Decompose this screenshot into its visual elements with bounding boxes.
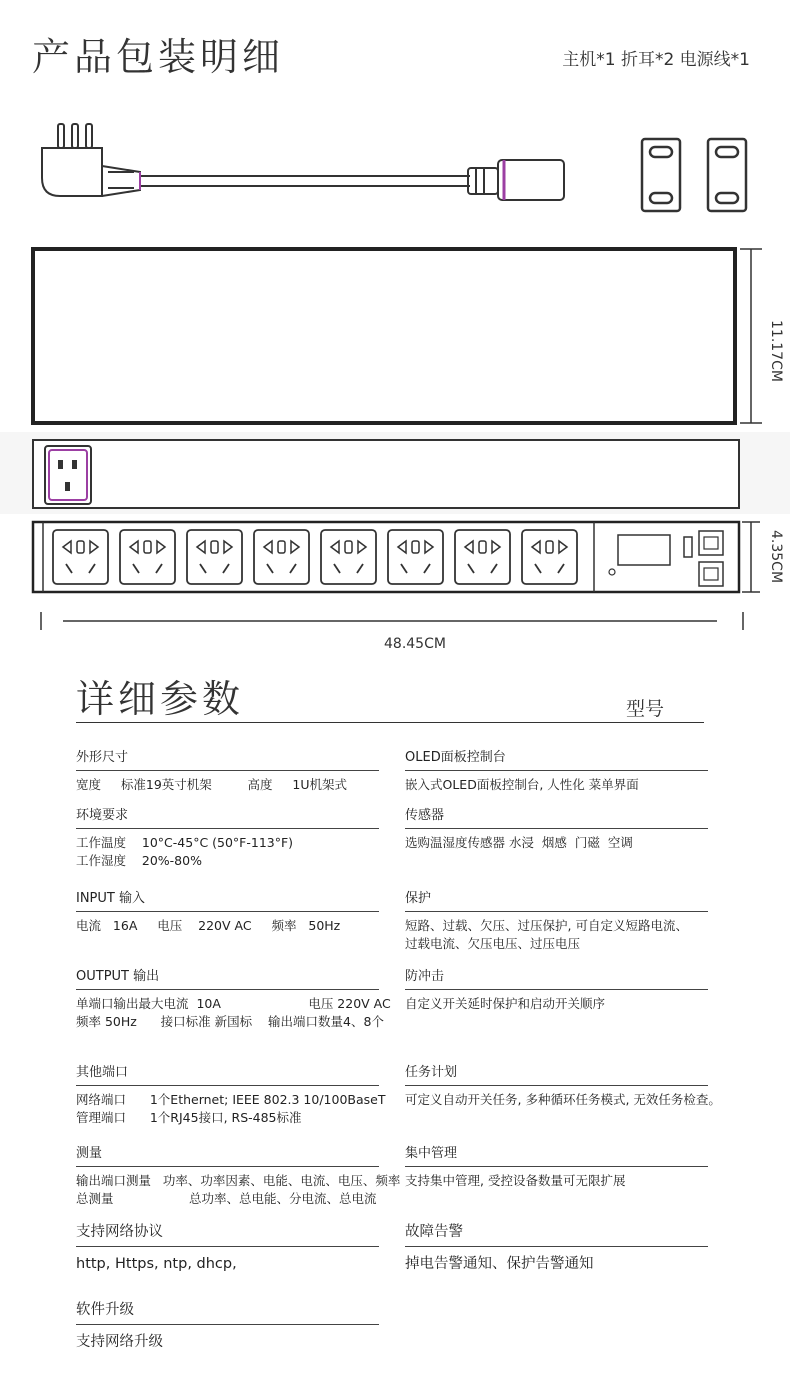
outlet-icon bbox=[53, 530, 108, 584]
model-label: 型号 bbox=[626, 698, 665, 720]
spec-section-header: 测量 bbox=[76, 1142, 379, 1167]
spec-section-header: 外形尺寸 bbox=[76, 746, 379, 771]
spec-section-header: 支持网络协议 bbox=[76, 1218, 379, 1247]
height-top-dimension: 11.17CM bbox=[768, 320, 784, 382]
spec-section-body: 输出端口测量 功率、功率因素、电能、电流、电压、频率 总测量 总功率、总电能、分电流、总电流 bbox=[76, 1173, 401, 1206]
spec-section-header: 保护 bbox=[405, 887, 708, 912]
spec-section-body: 支持网络升级 bbox=[76, 1334, 163, 1350]
spec-section-body: 可定义自动开关任务, 多种循环任务模式, 无效任务检查。 bbox=[405, 1092, 721, 1107]
rack-ear-icon bbox=[642, 139, 680, 211]
spec-section bbox=[76, 1142, 401, 1208]
spec-section-header: OUTPUT 输出 bbox=[76, 965, 379, 990]
width-dimension: 48.45CM bbox=[384, 636, 446, 652]
specs-title: 详细参数 bbox=[76, 677, 245, 721]
spec-section bbox=[405, 887, 708, 953]
spec-section-body: 电流 16A 电压 220V AC 频率 50Hz bbox=[76, 918, 341, 933]
spec-section-body: 选购温湿度传感器 水浸 烟感 门磁 空调 bbox=[405, 835, 633, 850]
outlet-icon bbox=[120, 530, 175, 584]
spec-section bbox=[76, 1218, 379, 1274]
spec-section bbox=[76, 965, 391, 1031]
spec-section-body: 自定义开关延时保护和启动开关顺序 bbox=[405, 996, 606, 1011]
spec-section bbox=[76, 746, 379, 794]
outlet-icon bbox=[321, 530, 376, 584]
spec-section bbox=[405, 1061, 721, 1109]
packaging-contents: 主机*1 折耳*2 电源线*1 bbox=[562, 50, 750, 70]
height-front-dimension: 4.35CM bbox=[768, 530, 784, 584]
power-cord-icon bbox=[42, 124, 564, 200]
spec-section-body: 工作温度 10°C-45°C (50°F-113°F) 工作湿度 20%-80% bbox=[76, 835, 294, 868]
spec-section-header: 其他端口 bbox=[76, 1061, 379, 1086]
spec-section bbox=[405, 1142, 708, 1190]
spec-section bbox=[76, 1296, 379, 1352]
outlet-icon bbox=[455, 530, 510, 584]
spec-section-header: 软件升级 bbox=[76, 1296, 379, 1325]
spec-section-body: 短路、过载、欠压、过压保护, 可自定义短路电流、 过载电流、欠压电压、过压电压 bbox=[405, 918, 688, 951]
spec-section bbox=[405, 965, 708, 1013]
spec-section-body: 网络端口 1个Ethernet; IEEE 802.3 10/100BaseT 管理端口 1个RJ45接口, RS-485标准 bbox=[76, 1092, 386, 1125]
pdu-rear-view bbox=[33, 440, 739, 508]
spec-section-header: 环境要求 bbox=[76, 804, 379, 829]
spec-section-header: 任务计划 bbox=[405, 1061, 708, 1086]
spec-section-header: 故障告警 bbox=[405, 1218, 708, 1247]
spec-section-body: 支持集中管理, 受控设备数量可无限扩展 bbox=[405, 1173, 626, 1188]
spec-section-body: 掉电告警通知、保护告警通知 bbox=[405, 1256, 594, 1272]
product-drawings bbox=[0, 0, 790, 660]
spec-section-body: 宽度 标准19英寸机架 高度 1U机架式 bbox=[76, 777, 348, 792]
outlet-icon bbox=[254, 530, 309, 584]
packaging-title: 产品包装明细 bbox=[32, 35, 285, 79]
spec-section bbox=[405, 1218, 708, 1274]
iec-inlet-icon bbox=[45, 446, 91, 504]
outlet-icon bbox=[522, 530, 577, 584]
spec-section bbox=[76, 887, 379, 935]
spec-section-header: OLED面板控制台 bbox=[405, 746, 708, 771]
spec-section bbox=[76, 1061, 386, 1127]
spec-section-header: 传感器 bbox=[405, 804, 708, 829]
spec-section bbox=[405, 804, 708, 852]
outlet-icon bbox=[388, 530, 443, 584]
spec-section-body: 单端口输出最大电流 10A 电压 220V AC 频率 50Hz 接口标准 新国标 输出端口数量4、8个 bbox=[76, 996, 391, 1029]
specs-title-rule bbox=[76, 722, 704, 723]
spec-section bbox=[405, 746, 708, 794]
spec-section-body: http, Https, ntp, dhcp, bbox=[76, 1256, 237, 1272]
outlet-icon bbox=[187, 530, 242, 584]
spec-section-body: 嵌入式OLED面板控制台, 人性化 菜单界面 bbox=[405, 777, 639, 792]
rack-ear-icon bbox=[708, 139, 746, 211]
spec-section-header: 防冲击 bbox=[405, 965, 708, 990]
spec-section-header: INPUT 输入 bbox=[76, 887, 379, 912]
spec-section bbox=[76, 804, 379, 870]
spec-section-header: 集中管理 bbox=[405, 1142, 708, 1167]
pdu-top-view bbox=[33, 249, 735, 423]
